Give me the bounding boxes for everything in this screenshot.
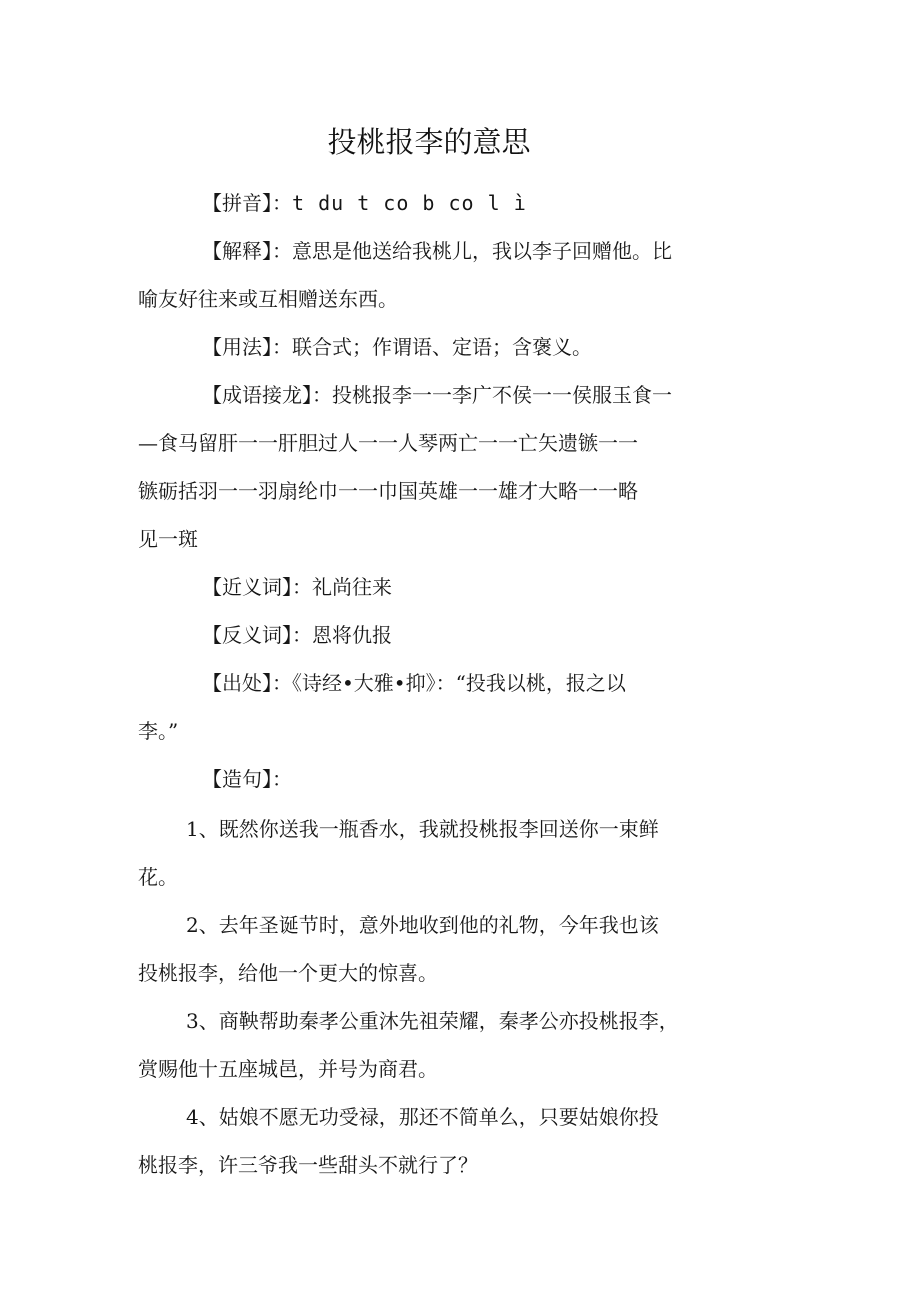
chain-line-3: 镞砺括羽一一羽扇纶巾一一巾国英雄一一雄才大略一一略 <box>138 479 638 503</box>
example-3-line-2: 赏赐他十五座城邑，并号为商君。 <box>138 1057 438 1081</box>
example-4-line-2: 桃报李，许三爷我一些甜头不就行了？ <box>138 1153 478 1177</box>
example-3-line-1: 3、商鞅帮助秦孝公重沐先祖荣耀，秦孝公亦投桃报李， <box>186 1009 679 1033</box>
pinyin-label: 【拼音】： <box>202 191 292 215</box>
source-line-1: 【出处】：《诗经•大雅•抑》：“投我以桃，报之以 <box>202 671 626 695</box>
pinyin-text: t du t co b co l ì <box>292 191 527 215</box>
example-2-line-2: 投桃报李，给他一个更大的惊喜。 <box>138 961 438 985</box>
chain-line-4: 见一斑 <box>138 527 198 551</box>
examples-label: 【造句】： <box>202 767 292 791</box>
explanation-line-2: 喻友好往来或互相赠送东西。 <box>138 287 398 311</box>
explanation-line-1: 【解释】：意思是他送给我桃儿，我以李子回赠他。比 <box>202 239 672 263</box>
example-4-line-1: 4、姑娘不愿无功受禄，那还不简单么，只要姑娘你投 <box>186 1105 659 1129</box>
chain-line-2: —食马留肝一一肝胆过人一一人琴两亡一一亡矢遗镞一一 <box>138 431 638 455</box>
usage-line: 【用法】：联合式；作谓语、定语；含褒义。 <box>202 335 592 359</box>
pinyin-line <box>202 188 527 218</box>
example-1-line-1: 1、既然你送我一瓶香水，我就投桃报李回送你一束鲜 <box>186 817 659 841</box>
synonym-line: 【近义词】：礼尚往来 <box>202 575 392 599</box>
example-2-line-1: 2、去年圣诞节时，意外地收到他的礼物，今年我也该 <box>186 913 659 937</box>
page-title: 投桃报李的意思 <box>327 125 531 159</box>
example-1-line-2: 花。 <box>138 865 178 889</box>
source-line-2: 李。” <box>138 719 179 743</box>
chain-line-1: 【成语接龙】：投桃报李一一李广不侯一一侯服玉食一 <box>202 383 672 407</box>
antonym-line: 【反义词】：恩将仇报 <box>202 623 392 647</box>
